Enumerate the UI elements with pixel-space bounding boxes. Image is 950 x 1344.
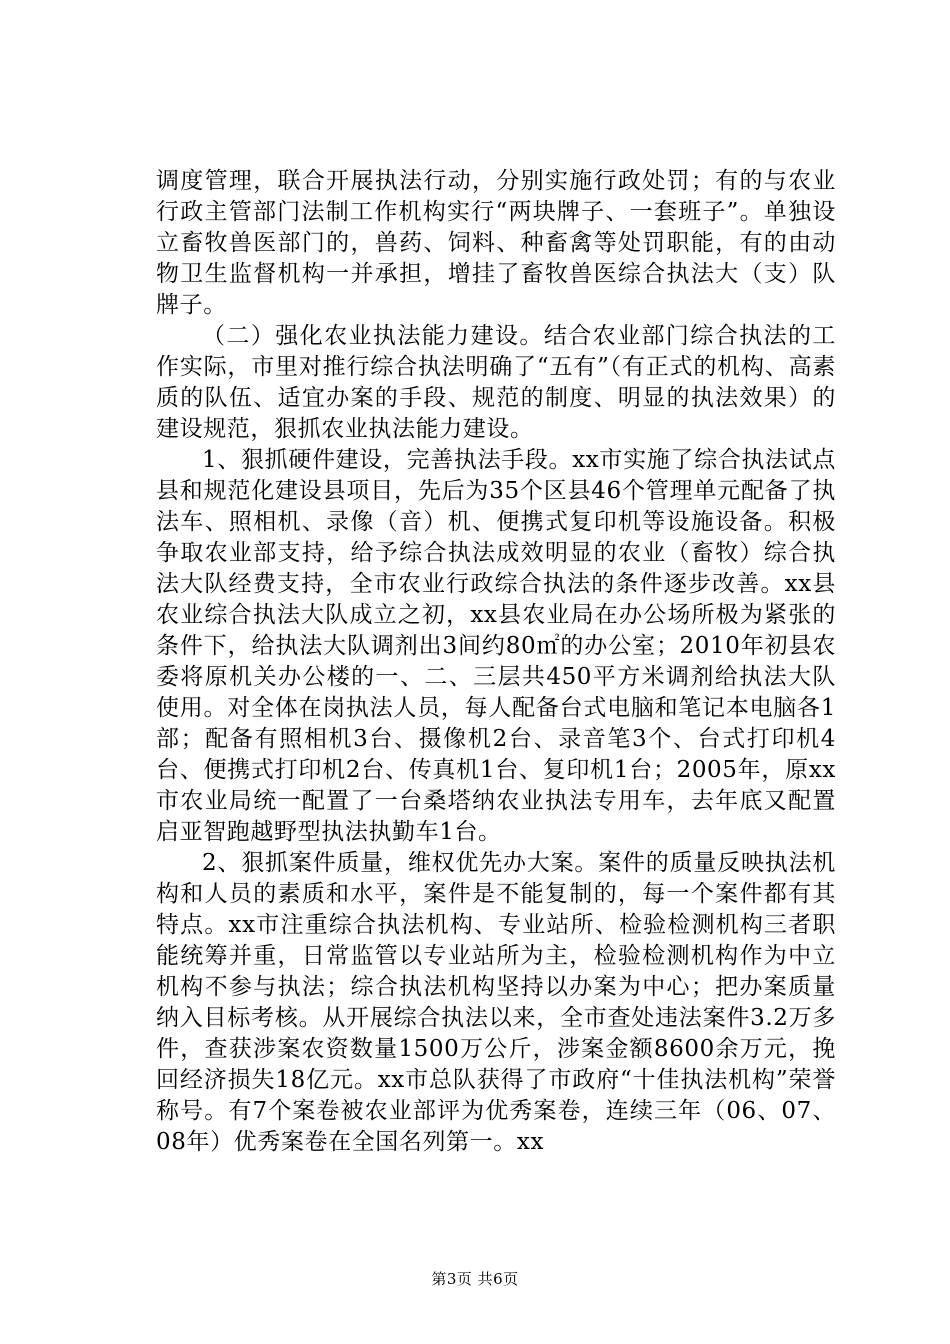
- paragraph-item-1: 1、狠抓硬件建设，完善执法手段。xx市实施了综合执法试点县和规范化建设县项目，先后为35个区县46个管理单元配备了执法车、照相机、录像（音）机、便携式复印机等设施设备。积极争取农业部支持，给予综合执法成效明显的农业（畜牧）综合执法大队经费支持，全市农业行政综合执法的条件逐步改善。xx县农业综合执法大队成立之初，xx县农业局在办公场所极为紧张的条件下，给执法大队调剂出3间约80㎡的办公室；2010年初县农委将原机关办公楼的一、二、三层共450平方米调剂给执法大队使用。对全体在岗执法人员，每人配备台式电脑和笔记本电脑各1部；配备有照相机3台、摄像机2台、录音笔3个、台式打印机4台、便携式打印机2台、传真机1台、复印机1台；2005年，原xx市农业局统一配置了一台桑塔纳农业执法专用车，去年底又配置启亚智跑越野型执法执勤车1台。: [156, 447, 836, 845]
- paragraph-section-2: （二）强化农业执法能力建设。结合农业部门综合执法的工作实际，市里对推行综合执法明确了“五有”（有正式的机构、高素质的队伍、适宜办案的手段、规范的制度、明显的执法效果）的建设规范，狠抓农业执法能力建设。: [156, 323, 836, 442]
- paragraph-item-2: 2、狠抓案件质量，维权优先办大案。案件的质量反映执法机构和人员的素质和水平，案件是不能复制的，每一个案件都有其特点。xx市注重综合执法机构、专业站所、检验检测机构三者职能统筹并重，日常监管以专业站所为主，检验检测机构作为中立机构不参与执法；综合执法机构坚持以办案为中心；把办案质量纳入目标考核。从开展综合执法以来，全市查处违法案件3.2万多件，查获涉案农资数量1500万公斤，涉案金额8600余万元，挽回经济损失18亿元。xx市总队获得了市政府“十佳执法机构”荣誉称号。有7个案卷被农业部评为优秀案卷，连续三年（06、07、08年）优秀案卷在全国名列第一。xx: [156, 850, 836, 1155]
- document-body: [156, 166, 836, 1158]
- page-number-footer: 第3页 共6页: [431, 1270, 519, 1288]
- paragraph-continuation: 调度管理，联合开展执法行动，分别实施行政处罚；有的与农业行政主管部门法制工作机构实行“两块牌子、一套班子”。单独设立畜牧兽医部门的，兽药、饲料、种畜禽等处罚职能，有的由动物卫生监督机构一并承担，增挂了畜牧兽医综合执法大（支）队牌子。: [156, 168, 836, 318]
